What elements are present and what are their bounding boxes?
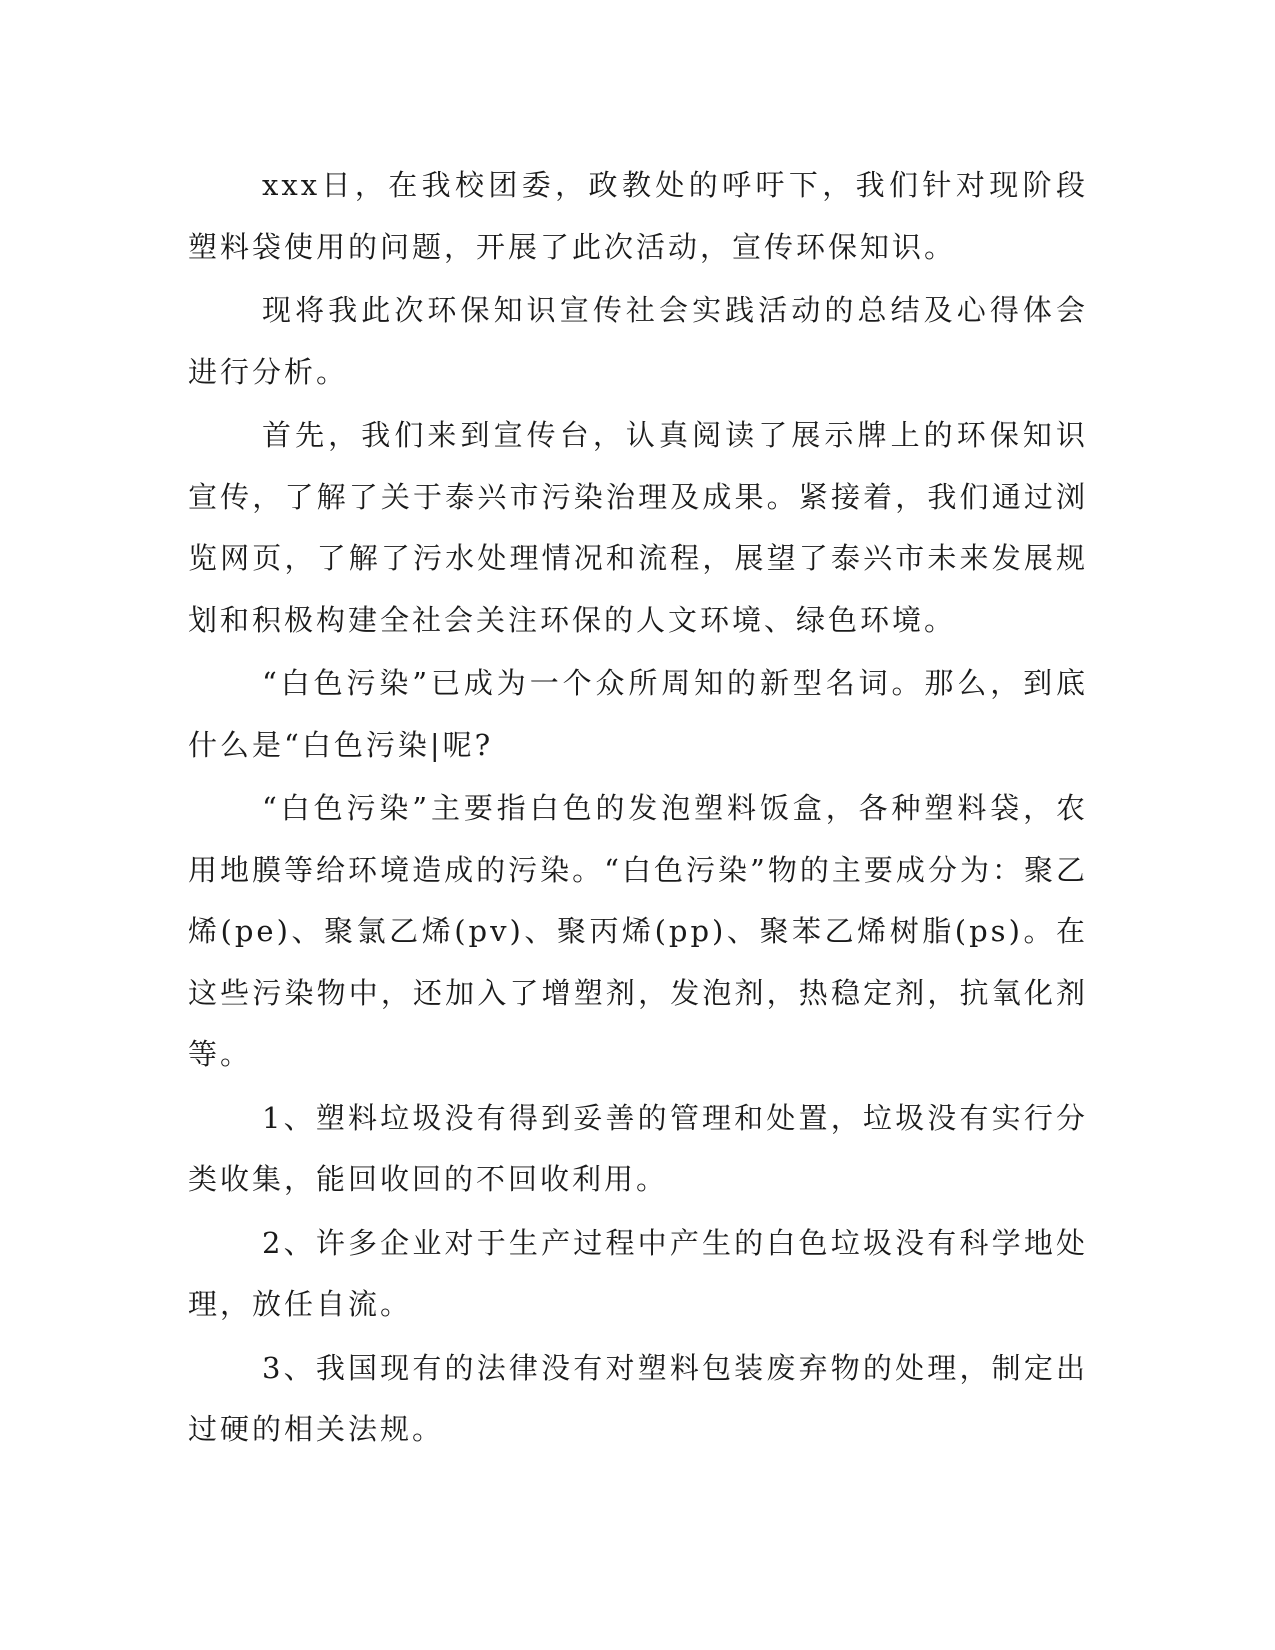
paragraph-white-pollution-question: “白色污染”已成为一个众所周知的新型名词。那么，到底什么是“白色污染|呢?: [188, 666, 1088, 762]
paragraph-cause-2: 2、许多企业对于生产过程中产生的白色垃圾没有科学地处理，放任自流。: [188, 1225, 1088, 1321]
paragraph-cause-1: 1、塑料垃圾没有得到妥善的管理和处置，垃圾没有实行分类收集，能回收回的不回收利用。: [188, 1100, 1088, 1196]
paragraph-intro: xxx日，在我校团委，政教处的呼吁下，我们针对现阶段塑料袋使用的问题，开展了此次活动，宣传环保知识。: [188, 168, 1088, 264]
document-body: [188, 155, 1088, 1463]
paragraph-activities: 首先，我们来到宣传台，认真阅读了展示牌上的环保知识宣传，了解了关于泰兴市污染治理及成果。紧接着，我们通过浏览网页，了解了污水处理情况和流程，展望了泰兴市未来发展规划和积极构建全社会关注环保的人文环境、绿色环境。: [188, 418, 1088, 637]
paragraph-cause-3: 3、我国现有的法律没有对塑料包装废弃物的处理，制定出过硬的相关法规。: [188, 1350, 1088, 1446]
paragraph-white-pollution-definition: “白色污染”主要指白色的发泡塑料饭盒，各种塑料袋，农用地膜等给环境造成的污染。“白色污染”物的主要成分为：聚乙烯(pe)、聚氯乙烯(pv)、聚丙烯(pp)、聚苯乙烯树脂(ps)。在这些污染物中，还加入了增塑剂，发泡剂，热稳定剂，抗氧化剂等。: [188, 791, 1088, 1071]
paragraph-summary: 现将我此次环保知识宣传社会实践活动的总结及心得体会进行分析。: [188, 293, 1088, 389]
